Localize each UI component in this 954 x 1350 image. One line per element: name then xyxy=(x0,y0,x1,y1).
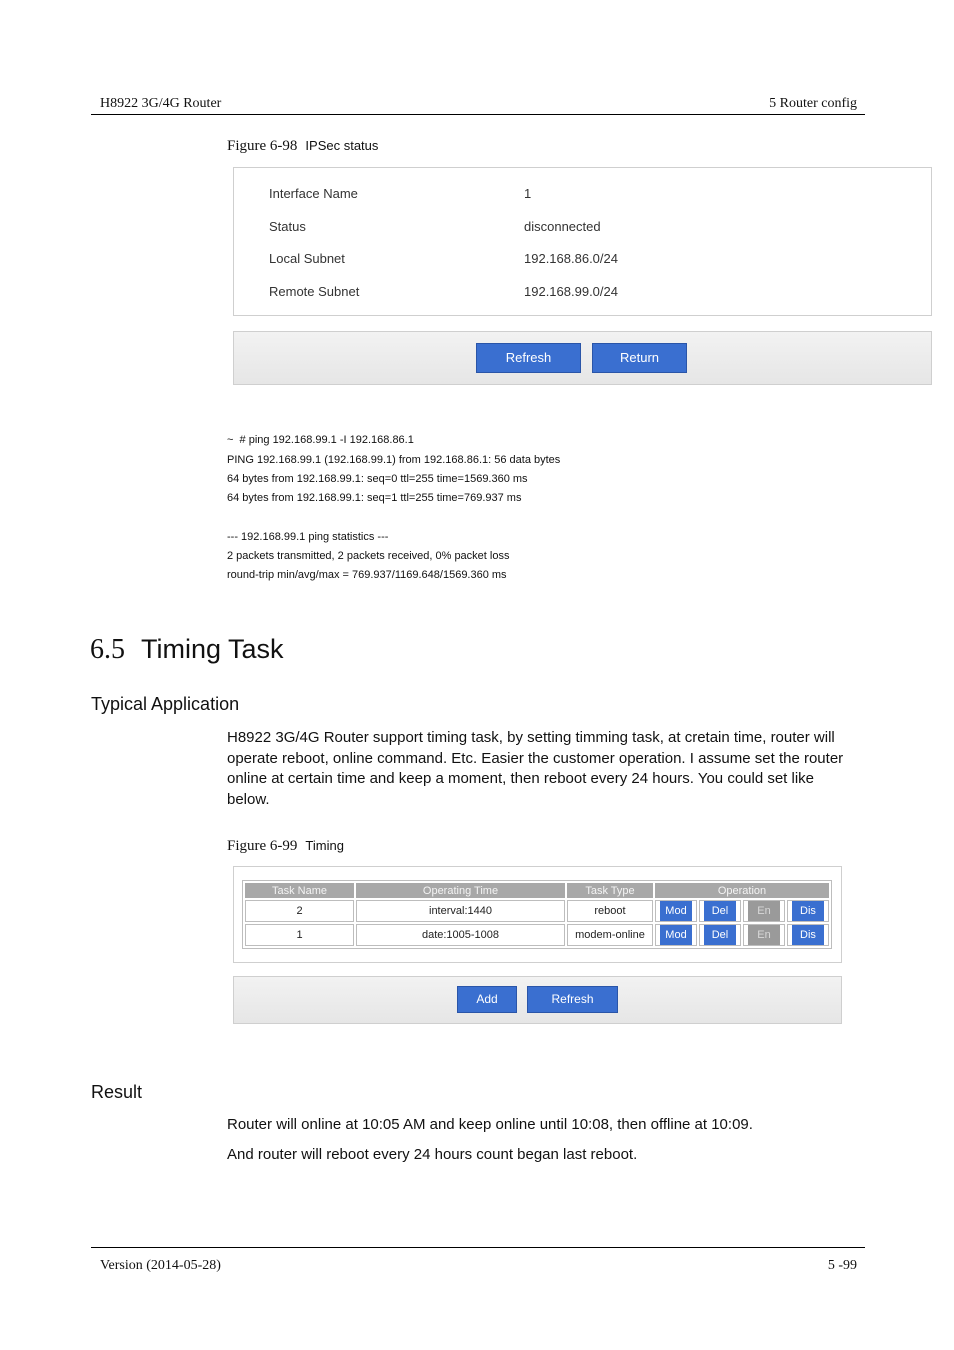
op-cell xyxy=(787,900,829,922)
cell-task-type: modem-online xyxy=(567,924,653,946)
figure-99-title: Timing xyxy=(305,838,344,853)
cell-task-name: 2 xyxy=(245,900,354,922)
del-button[interactable]: Del xyxy=(704,901,736,921)
typical-line: online at certain time and keep a moment, then reboot every 24 hours. You could set like xyxy=(227,770,815,787)
ipsec-button-bar xyxy=(233,331,932,385)
col-operation: Operation xyxy=(655,883,829,898)
cell-task-name: 1 xyxy=(245,924,354,946)
figure-99-caption xyxy=(227,837,344,855)
disable-button[interactable]: Dis xyxy=(792,925,824,945)
typical-paragraph xyxy=(227,728,867,810)
typical-line: operate reboot, online command. Etc. Easier the customer operation. I assume set the router xyxy=(227,749,844,767)
ipsec-value-status: disconnected xyxy=(524,219,601,234)
cell-operating-time: interval:1440 xyxy=(356,900,565,922)
ipsec-value-remote-subnet: 192.168.99.0/24 xyxy=(524,284,618,299)
table-row xyxy=(245,924,829,946)
col-operating-time: Operating Time xyxy=(356,883,565,898)
ping-line: --- 192.168.99.1 ping statistics --- xyxy=(227,531,389,543)
op-cell xyxy=(743,900,785,922)
op-cell xyxy=(699,924,741,946)
table-row xyxy=(245,900,829,922)
cell-operating-time: date:1005-1008 xyxy=(356,924,565,946)
op-cell xyxy=(699,900,741,922)
ipsec-value-local-subnet: 192.168.86.0/24 xyxy=(524,251,618,266)
ping-line: ~ # ping 192.168.99.1 -I 192.168.86.1 xyxy=(227,434,414,446)
result-line-1: Router will online at 10:05 AM and keep online until 10:08, then offline at 10:09. xyxy=(227,1116,753,1133)
footer-rule xyxy=(91,1247,865,1248)
header-chapter: 5 Router config xyxy=(769,96,857,111)
result-line-2: And router will reboot every 24 hours count began last reboot. xyxy=(227,1146,638,1163)
ipsec-label-interface: Interface Name xyxy=(269,186,358,201)
figure-98-number: Figure 6-98 xyxy=(227,138,298,154)
ping-line: 2 packets transmitted, 2 packets received, 0% packet loss xyxy=(227,550,510,562)
enable-button[interactable]: En xyxy=(748,925,780,945)
return-button[interactable]: Return xyxy=(592,343,687,373)
header-doc-title: H8922 3G/4G Router xyxy=(100,96,222,111)
col-task-name: Task Name xyxy=(245,883,354,898)
typical-line: below. xyxy=(227,790,270,808)
timing-table xyxy=(242,880,832,949)
result-heading: Result xyxy=(91,1082,143,1102)
op-cell xyxy=(743,924,785,946)
ipsec-value-interface: 1 xyxy=(524,186,532,201)
cell-task-type: reboot xyxy=(567,900,653,922)
ping-line: 64 bytes from 192.168.99.1: seq=0 ttl=255 time=1569.360 ms xyxy=(227,473,528,485)
add-button[interactable]: Add xyxy=(457,986,517,1013)
ipsec-label-remote-subnet: Remote Subnet xyxy=(269,284,360,299)
mod-button[interactable]: Mod xyxy=(660,901,692,921)
del-button[interactable]: Del xyxy=(704,925,736,945)
col-task-type: Task Type xyxy=(567,883,653,898)
footer-version: Version (2014-05-28) xyxy=(100,1258,221,1273)
figure-98-title: IPSec status xyxy=(305,138,379,153)
refresh-button[interactable]: Refresh xyxy=(476,343,581,373)
ping-line: PING 192.168.99.1 (192.168.99.1) from 192.168.86.1: 56 data bytes xyxy=(227,454,561,466)
timing-refresh-button[interactable]: Refresh xyxy=(527,986,618,1013)
header-rule xyxy=(91,114,865,115)
section-title: Timing Task xyxy=(141,634,284,664)
typical-application-heading: Typical Application xyxy=(91,694,240,714)
op-cell xyxy=(655,924,697,946)
op-cell xyxy=(655,900,697,922)
section-number: 6.5 xyxy=(90,634,125,665)
figure-99-number: Figure 6-99 xyxy=(227,838,298,854)
ipsec-label-status: Status xyxy=(269,219,306,234)
ping-line: round-trip min/avg/max = 769.937/1169.648/1569.360 ms xyxy=(227,569,507,581)
typical-line: H8922 3G/4G Router support timing task, by setting timming task, at cretain time, router will xyxy=(227,729,835,746)
footer-page-number: 5 -99 xyxy=(827,1258,857,1273)
figure-98-caption xyxy=(227,137,378,155)
ipsec-label-local-subnet: Local Subnet xyxy=(269,251,345,266)
enable-button[interactable]: En xyxy=(748,901,780,921)
ping-line: 64 bytes from 192.168.99.1: seq=1 ttl=255 time=769.937 ms xyxy=(227,492,522,504)
disable-button[interactable]: Dis xyxy=(792,901,824,921)
op-cell xyxy=(787,924,829,946)
mod-button[interactable]: Mod xyxy=(660,925,692,945)
table-header-row xyxy=(245,883,829,898)
